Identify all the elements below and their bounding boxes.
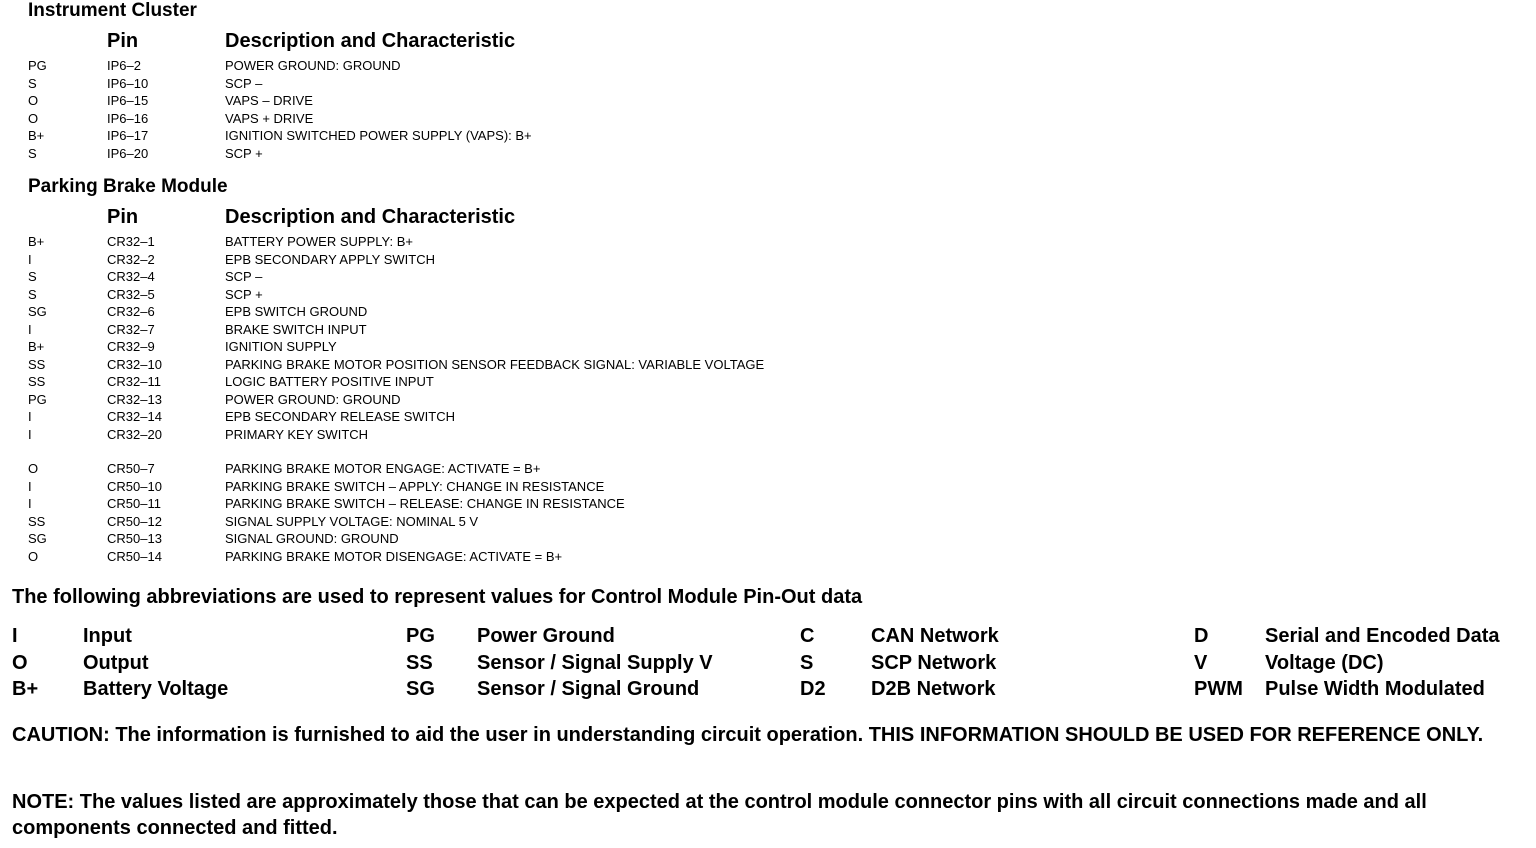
- pin-id: IP6–17: [107, 128, 149, 143]
- table-row: [0, 145, 900, 163]
- table-row: [0, 460, 900, 478]
- abbreviations-intro: The following abbreviations are used to represent values for Control Module Pin-Out data: [12, 586, 863, 608]
- pin-id: CR32–4: [107, 269, 155, 284]
- pin-type-code: I: [28, 321, 32, 337]
- table-row: [0, 391, 900, 409]
- table-row: [0, 495, 900, 513]
- pin-type-code: O: [28, 110, 39, 126]
- pin-id: IP6–20: [107, 145, 149, 161]
- pin-id: CR32–1: [107, 234, 155, 249]
- pin-description: PARKING BRAKE MOTOR POSITION SENSOR FEEDBACK SIGNAL: VARIABLE VOLTAGE: [225, 356, 765, 372]
- pb-desc-header: Description and Characteristic: [225, 206, 516, 228]
- table-row: [0, 426, 900, 444]
- pin-id: CR32–13: [107, 391, 162, 407]
- pin-description: SCP –: [225, 75, 263, 91]
- table-row: [0, 57, 900, 75]
- ic-pin-header: Pin: [107, 30, 139, 52]
- abbreviation-meaning: Output: [83, 652, 149, 674]
- parking-brake-title: Parking Brake Module: [28, 176, 228, 197]
- pin-id: CR50–13: [107, 531, 162, 546]
- pin-description: IGNITION SWITCHED POWER SUPPLY (VAPS): B+: [225, 128, 532, 143]
- pin-type-code: S: [28, 145, 37, 161]
- table-row: [0, 303, 900, 321]
- table-row: [0, 110, 900, 128]
- pin-description: EPB SWITCH GROUND: [225, 304, 368, 319]
- abbreviation-code: SS: [406, 652, 433, 674]
- pin-type-code: SS: [28, 356, 46, 372]
- pin-description: BRAKE SWITCH INPUT: [225, 321, 367, 337]
- abbreviation-code: D2: [800, 678, 826, 700]
- pin-type-code: I: [28, 478, 32, 494]
- table-row: [0, 321, 900, 339]
- abbreviation-meaning: D2B Network: [871, 678, 996, 700]
- pin-id: IP6–16: [107, 110, 149, 126]
- table-row: [0, 268, 900, 286]
- abbreviation-code: B+: [12, 678, 39, 700]
- pb-cr50-table: [0, 460, 900, 565]
- pin-id: CR32–2: [107, 251, 155, 267]
- abbreviation-code: S: [800, 652, 814, 674]
- pin-type-code: O: [28, 548, 39, 564]
- pin-id: CR50–11: [107, 496, 161, 511]
- table-row: [0, 513, 900, 531]
- abbreviation-meaning: Voltage (DC): [1265, 652, 1384, 674]
- table-row: [0, 530, 900, 548]
- pin-id: CR50–7: [107, 461, 155, 476]
- pin-type-code: B+: [28, 234, 45, 249]
- table-row: [0, 286, 900, 304]
- abbreviation-meaning: Sensor / Signal Ground: [477, 678, 700, 700]
- pin-type-code: I: [28, 426, 32, 442]
- pin-id: CR32–14: [107, 409, 162, 424]
- abbreviation-code: C: [800, 625, 815, 647]
- pin-description: SCP –: [225, 269, 263, 284]
- pin-id: CR32–20: [107, 426, 162, 442]
- pin-description: SCP +: [225, 286, 263, 302]
- abbreviation-code: PG: [406, 625, 435, 647]
- pin-description: POWER GROUND: GROUND: [225, 391, 401, 407]
- pin-type-code: S: [28, 75, 37, 91]
- pin-description: BATTERY POWER SUPPLY: B+: [225, 234, 413, 249]
- pin-id: CR50–14: [107, 548, 162, 564]
- pin-id: CR32–11: [107, 374, 161, 389]
- pin-description: PARKING BRAKE SWITCH – APPLY: CHANGE IN RESISTANCE: [225, 478, 605, 494]
- pin-type-code: SS: [28, 513, 46, 529]
- pin-description: SCP +: [225, 145, 263, 161]
- pin-type-code: B+: [28, 339, 45, 354]
- pin-id: CR32–5: [107, 286, 155, 302]
- pin-id: CR32–7: [107, 321, 155, 337]
- table-row: [0, 408, 900, 426]
- pb-pin-header: Pin: [107, 206, 139, 228]
- pin-description: SIGNAL SUPPLY VOLTAGE: NOMINAL 5 V: [225, 513, 479, 529]
- caution-text: CAUTION: The information is furnished to aid the user in understanding circuit operation. THIS INFORMATION SHOULD BE USED FOR REFERENCE ONLY.: [12, 724, 1484, 746]
- pin-id: CR50–10: [107, 478, 162, 494]
- abbreviation-code: O: [12, 652, 28, 674]
- table-row: [0, 127, 900, 145]
- pin-id: IP6–2: [107, 58, 141, 73]
- ic-desc-header: Description and Characteristic: [225, 30, 516, 52]
- pin-type-code: S: [28, 286, 37, 302]
- pin-type-code: O: [28, 93, 39, 108]
- note-text: NOTE: The values listed are approximately those that can be expected at the control module connector pins with all circuit connections made and all components connected and fitted.: [12, 791, 1427, 839]
- pin-id: CR50–12: [107, 513, 162, 529]
- pin-description: SIGNAL GROUND: GROUND: [225, 531, 399, 546]
- pin-type-code: I: [28, 496, 32, 511]
- abbreviation-meaning: Sensor / Signal Supply V: [477, 652, 713, 674]
- pin-description: VAPS – DRIVE: [225, 93, 313, 108]
- abbreviation-code: PWM: [1194, 678, 1243, 700]
- abbreviation-meaning: SCP Network: [871, 652, 997, 674]
- abbreviation-meaning: CAN Network: [871, 625, 999, 647]
- pin-description: IGNITION SUPPLY: [225, 339, 337, 354]
- pin-type-code: B+: [28, 128, 45, 143]
- table-row: [0, 92, 900, 110]
- pin-id: CR32–9: [107, 339, 155, 354]
- abbreviation-code: D: [1194, 625, 1209, 647]
- table-row: [0, 373, 900, 391]
- table-row: [0, 548, 900, 566]
- pin-id: IP6–15: [107, 93, 149, 108]
- abbreviation-meaning: Serial and Encoded Data: [1265, 625, 1500, 647]
- pin-description: PRIMARY KEY SWITCH: [225, 426, 369, 442]
- table-row: [0, 75, 900, 93]
- abbreviation-code: V: [1194, 652, 1208, 674]
- abbreviation-code: I: [12, 625, 18, 647]
- table-row: [0, 356, 900, 374]
- abbreviation-meaning: Input: [83, 625, 132, 647]
- pin-description: PARKING BRAKE MOTOR ENGAGE: ACTIVATE = B+: [225, 461, 541, 476]
- pin-type-code: O: [28, 461, 39, 476]
- pin-type-code: S: [28, 269, 37, 284]
- pin-description: PARKING BRAKE MOTOR DISENGAGE: ACTIVATE = B+: [225, 548, 563, 564]
- abbreviation-meaning: Battery Voltage: [83, 678, 229, 700]
- abbreviation-meaning: Power Ground: [477, 625, 615, 647]
- pin-id: CR32–6: [107, 304, 155, 319]
- pin-type-code: SG: [28, 304, 47, 319]
- pin-description: EPB SECONDARY RELEASE SWITCH: [225, 409, 455, 424]
- pin-id: CR32–10: [107, 356, 162, 372]
- table-row: [0, 478, 900, 496]
- abbreviation-meaning: Pulse Width Modulated: [1265, 678, 1485, 700]
- pin-description: PARKING BRAKE SWITCH – RELEASE: CHANGE IN RESISTANCE: [225, 496, 625, 511]
- pin-type-code: SS: [28, 374, 46, 389]
- abbreviation-code: SG: [406, 678, 435, 700]
- table-row: [0, 251, 900, 269]
- pin-description: POWER GROUND: GROUND: [225, 58, 401, 73]
- ic-pin-table: [0, 57, 900, 162]
- pin-type-code: SG: [28, 531, 47, 546]
- table-row: [0, 338, 900, 356]
- pin-type-code: I: [28, 251, 32, 267]
- pin-description: EPB SECONDARY APPLY SWITCH: [225, 251, 435, 267]
- pin-type-code: PG: [28, 58, 47, 73]
- instrument-cluster-title: Instrument Cluster: [28, 0, 197, 21]
- pin-description: LOGIC BATTERY POSITIVE INPUT: [225, 374, 434, 389]
- pb-cr32-table: [0, 233, 900, 443]
- pin-description: VAPS + DRIVE: [225, 110, 314, 126]
- pin-type-code: I: [28, 409, 32, 424]
- table-row: [0, 233, 900, 251]
- pin-type-code: PG: [28, 391, 47, 407]
- pin-id: IP6–10: [107, 75, 149, 91]
